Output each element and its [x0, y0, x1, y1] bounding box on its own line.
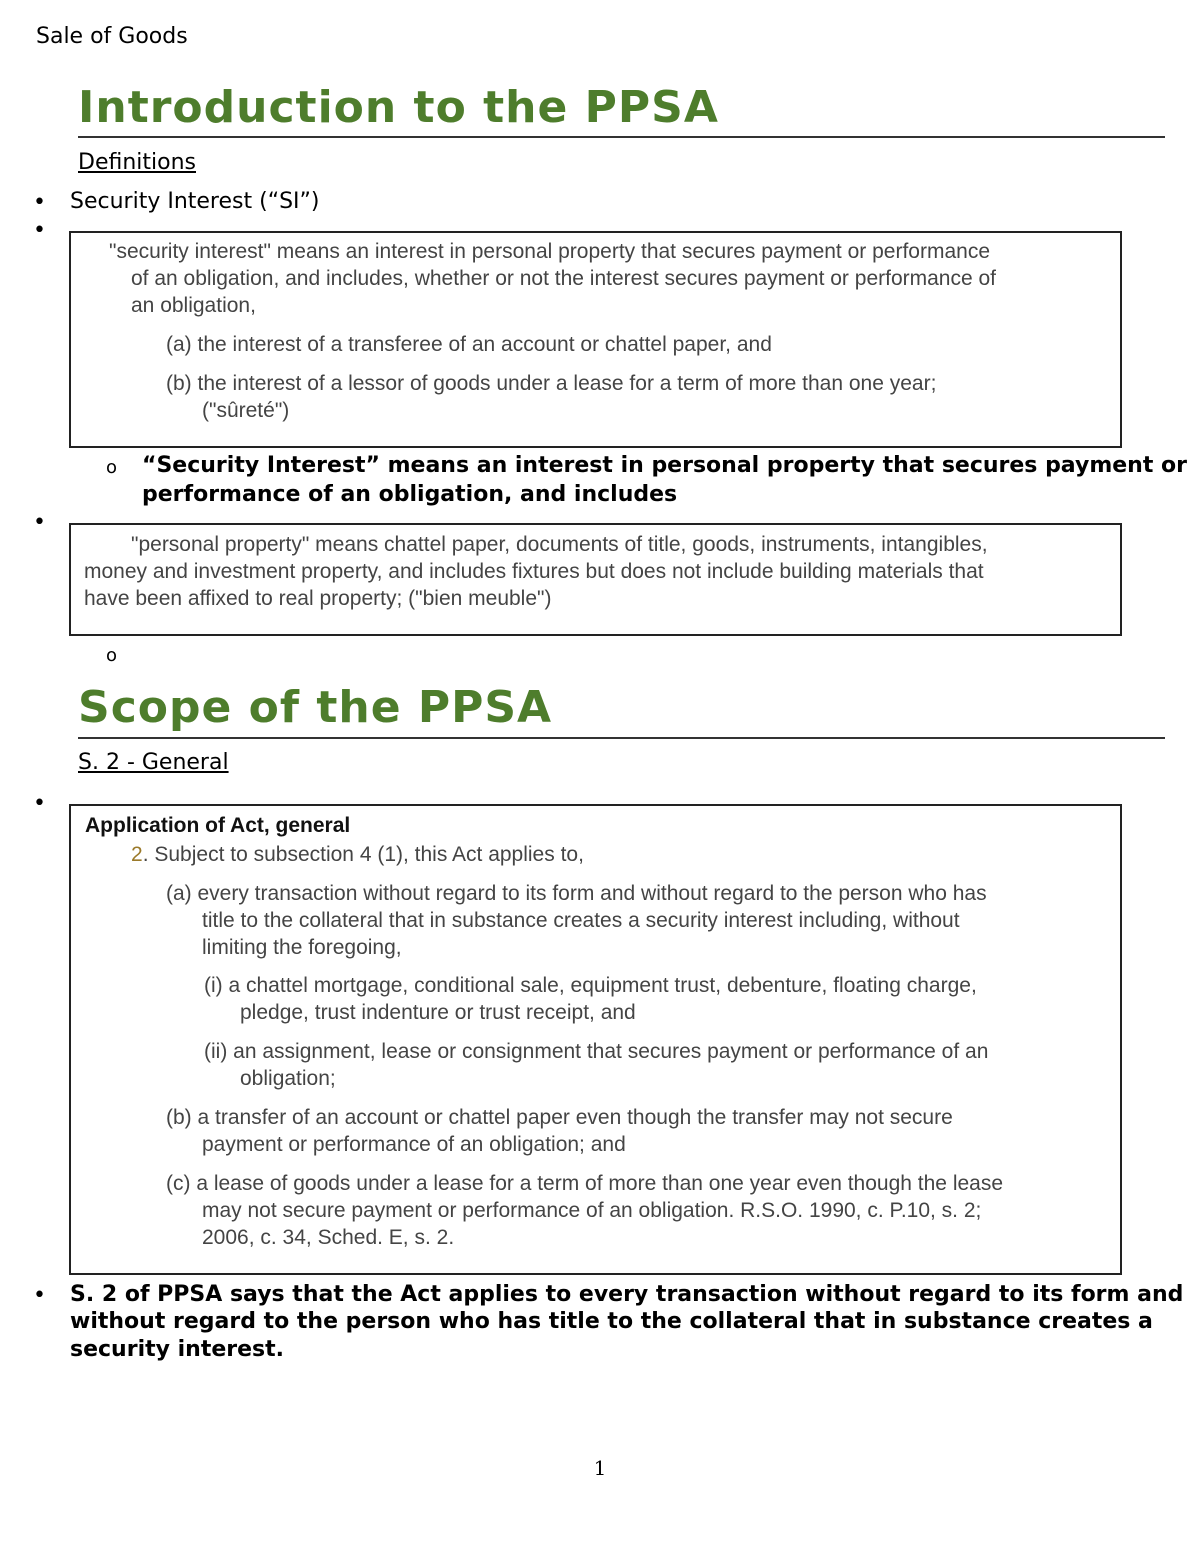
quote-line: "personal property" means chattel paper, documents of title, goods, instruments, intangibles,: [131, 533, 988, 556]
bullet-icon: •: [33, 218, 46, 243]
quote-clause-a: (a) every transaction without regard to its form and without regard to the person who has: [166, 882, 987, 905]
section-divider: [78, 737, 1165, 739]
quote-clause-ii: (ii) an assignment, lease or consignment that secures payment or performance of an: [204, 1040, 989, 1063]
quote-clause-b: (b) a transfer of an account or chattel paper even though the transfer may not secure: [166, 1106, 953, 1129]
quote-line: money and investment property, and includes fixtures but does not include building materials that: [84, 560, 984, 583]
quote-clause-b: (b) the interest of a lessor of goods under a lease for a term of more than one year;: [166, 372, 937, 395]
quote-clause-i: (i) a chattel mortgage, conditional sale, equipment trust, debenture, floating charge,: [204, 974, 977, 997]
quote-heading: Application of Act, general: [85, 814, 351, 837]
quote-line: may not secure payment or performance of an obligation. R.S.O. 1990, c. P.10, s. 2;: [202, 1199, 982, 1222]
quote-line: limiting the foregoing,: [202, 936, 402, 959]
quote-box-security-interest: [69, 231, 1122, 448]
section-number: 2: [131, 843, 143, 866]
section-divider: [78, 136, 1165, 138]
quote-line: pledge, trust indenture or trust receipt, and: [240, 1001, 636, 1024]
running-header: Sale of Goods: [36, 24, 188, 49]
circle-bullet-icon: o: [106, 457, 118, 478]
page-number: 1: [593, 1456, 607, 1480]
bullet-icon: •: [33, 510, 46, 535]
summary-text-line: S. 2 of PPSA says that the Act applies to every transaction without regard to its form and: [70, 1282, 1184, 1307]
subheading-general: S. 2 - General: [78, 750, 229, 775]
quote-clause-c: (c) a lease of goods under a lease for a term of more than one year even though the lease: [166, 1172, 1004, 1195]
quote-box-application-of-act: [69, 804, 1122, 1275]
bullet-icon: •: [33, 791, 46, 816]
quote-line: title to the collateral that in substance creates a security interest including, without: [202, 909, 960, 932]
quote-line: an obligation,: [131, 294, 256, 317]
quote-line: of an obligation, and includes, whether or not the interest secures payment or performance of: [131, 267, 996, 290]
quote-line: obligation;: [240, 1067, 336, 1090]
quote-line: payment or performance of an obligation; and: [202, 1133, 626, 1156]
quote-line: 2006, c. 34, Sched. E, s. 2.: [202, 1226, 455, 1249]
section-title-scope: Scope of the PPSA: [78, 682, 553, 733]
quote-line: ("sûreté"): [202, 399, 290, 422]
subheading-definitions: Definitions: [78, 150, 196, 175]
bullet-icon: •: [33, 190, 46, 215]
quote-line: have been affixed to real property; ("bien meuble"): [84, 587, 552, 610]
summary-text-line: without regard to the person who has title to the collateral that in substance creates a: [70, 1309, 1153, 1334]
section-text: . Subject to subsection 4 (1), this Act applies to,: [142, 843, 584, 866]
quote-clause-a: (a) the interest of a transferee of an account or chattel paper, and: [166, 333, 772, 356]
quote-section-2: [131, 841, 584, 868]
quote-box-personal-property: [69, 523, 1122, 636]
circle-bullet-icon: o: [106, 645, 118, 666]
quote-line: "security interest" means an interest in personal property that secures payment or performance: [109, 240, 990, 263]
summary-text-line: security interest.: [70, 1337, 285, 1362]
bullet-security-interest: Security Interest (“SI”): [70, 189, 320, 214]
sub-bullet-text-line: “Security Interest” means an interest in personal property that secures payment or: [142, 453, 1187, 478]
section-title-intro: Introduction to the PPSA: [78, 82, 719, 133]
sub-bullet-text-line: performance of an obligation, and includes: [142, 482, 678, 507]
bullet-icon: •: [33, 1283, 46, 1308]
